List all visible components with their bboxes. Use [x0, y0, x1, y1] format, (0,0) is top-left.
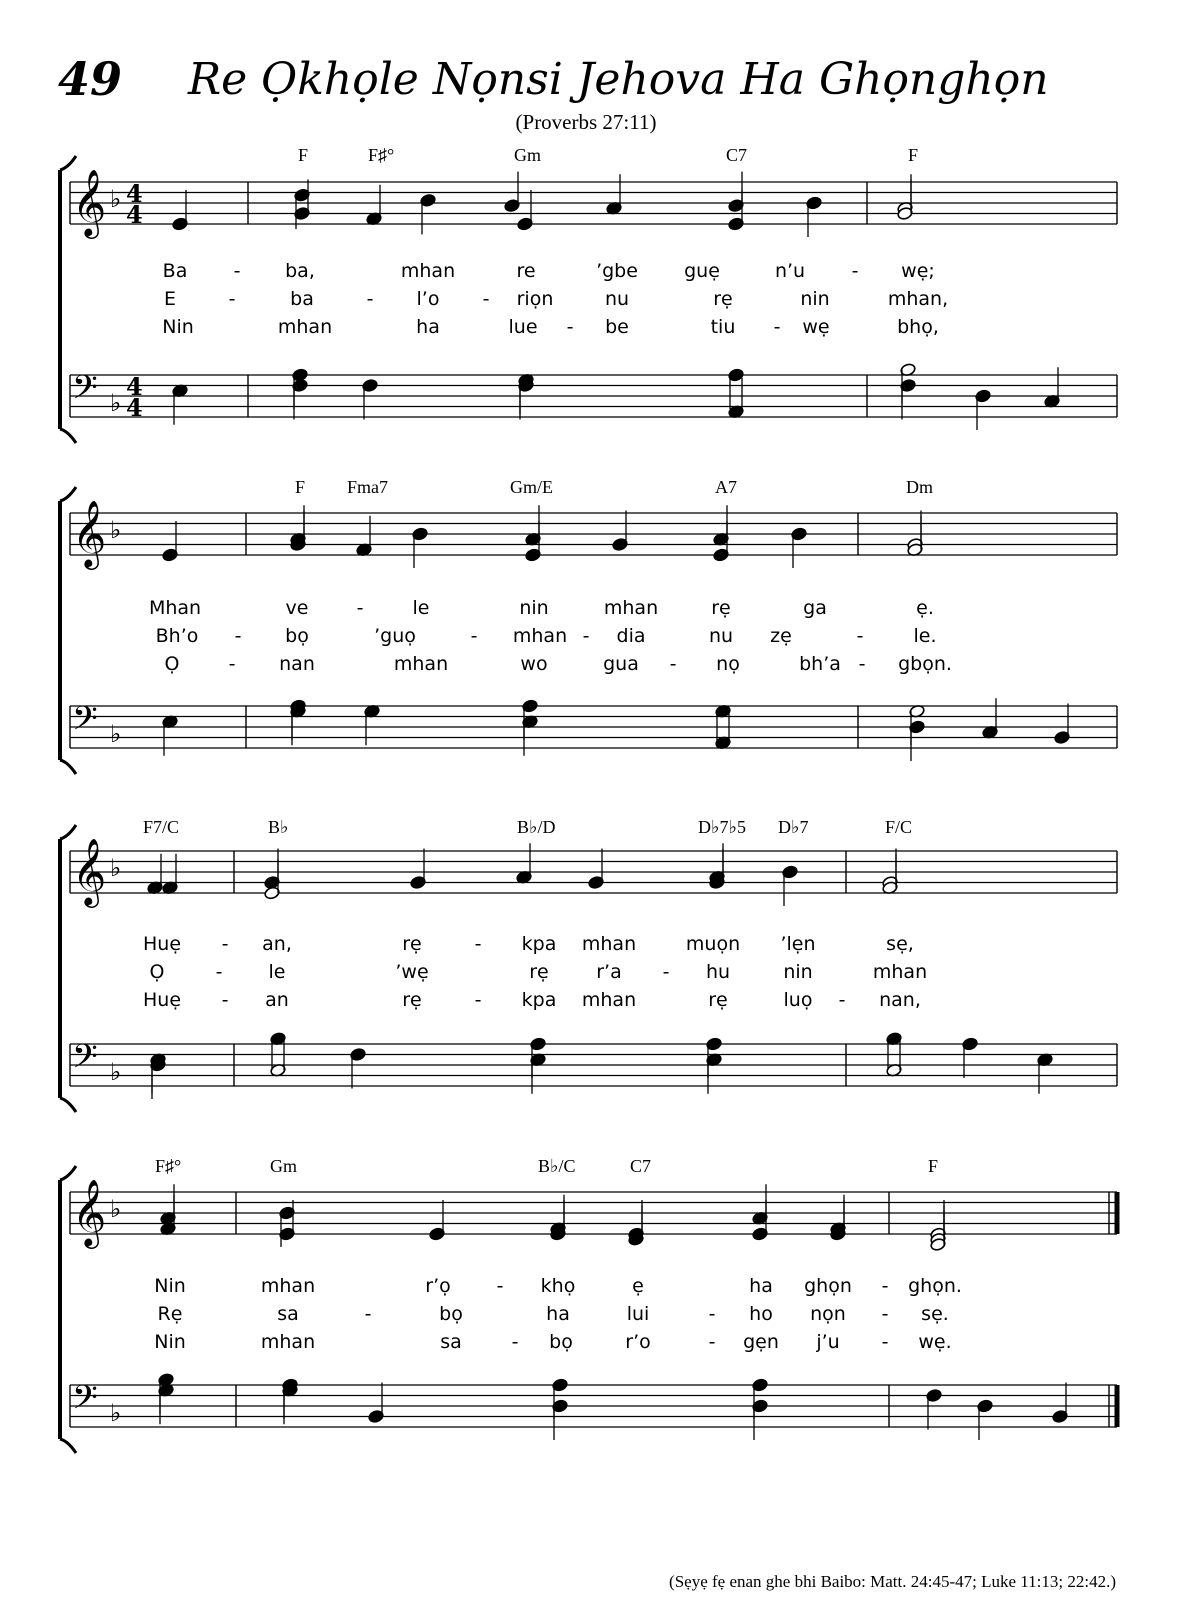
- lyric-syllable: rẹ: [402, 933, 422, 955]
- lyric-syllable: bh’a: [799, 653, 841, 675]
- lyric-syllable: rẹ: [711, 597, 731, 619]
- lyric-syllable: Ọ: [164, 653, 180, 675]
- lyric-syllable: rẹ: [713, 288, 733, 310]
- lyric-syllable: -: [838, 989, 846, 1011]
- chord-symbol: C7: [630, 1156, 652, 1176]
- lyric-syllable: le: [412, 597, 430, 619]
- lyric-syllable: -: [496, 1275, 504, 1297]
- lyric-syllable: -: [773, 316, 781, 338]
- lyric-syllable: gua: [603, 653, 639, 675]
- footer-scripture-references: (Sẹyẹ fẹ enan ghe bhi Baibo: Matt. 24:45-47; Luke 11:13; 22:42.): [669, 1572, 1116, 1591]
- lyric-syllable: rẹ: [529, 961, 549, 983]
- lyric-syllable: -: [662, 961, 670, 983]
- lyric-syllable: ’gbe: [596, 260, 638, 282]
- chord-symbol: F♯°: [368, 145, 395, 165]
- time-signature-bottom: 4: [126, 393, 143, 422]
- lyric-syllable: nin: [783, 961, 813, 983]
- lyric-syllable: j’u: [816, 1331, 840, 1353]
- lyric-syllable: ha: [416, 316, 440, 338]
- lyric-syllable: bọ: [285, 625, 309, 647]
- lyric-syllable: kpa: [521, 933, 557, 955]
- bass-clef-icon: 𝄢: [72, 369, 98, 415]
- lyric-syllable: n’u: [774, 260, 806, 282]
- treble-clef-icon: 𝄞: [72, 499, 107, 567]
- lyric-syllable: sa: [440, 1331, 462, 1353]
- lyric-syllable: -: [221, 933, 229, 955]
- lyric-syllable: ẹ.: [916, 597, 934, 619]
- chord-symbol: B♭: [268, 817, 289, 837]
- lyric-syllable: Ba: [162, 260, 188, 282]
- lyric-syllable: -: [474, 933, 482, 955]
- key-signature-flat-icon: ♭: [110, 389, 122, 417]
- lyric-syllable: zẹ: [770, 625, 792, 647]
- lyric-syllable: lue: [508, 316, 538, 338]
- lyric-syllable: ’guọ: [374, 625, 416, 647]
- lyric-syllable: -: [858, 653, 866, 675]
- lyric-syllable: le: [268, 961, 286, 983]
- lyric-syllable: ga: [803, 597, 827, 619]
- lyric-syllable: rẹ: [708, 989, 728, 1011]
- lyric-syllable: nin: [800, 288, 830, 310]
- lyric-syllable: Nin: [162, 316, 194, 338]
- treble-clef-icon: 𝄞: [72, 837, 107, 905]
- lyric-syllable: ha: [546, 1303, 570, 1325]
- lyric-syllable: Mhan: [148, 597, 202, 619]
- lyric-syllable: wẹ.: [918, 1331, 952, 1353]
- bass-clef-icon: 𝄢: [72, 1379, 98, 1425]
- chord-symbol: Fma7: [347, 477, 389, 497]
- lyric-syllable: kpa: [521, 989, 557, 1011]
- chord-symbol: F: [298, 145, 309, 165]
- time-signature-bottom: 4: [126, 200, 143, 229]
- lyric-syllable: -: [364, 1303, 372, 1325]
- time-signature-top: 4: [126, 179, 143, 208]
- lyric-syllable: riọn: [516, 288, 554, 310]
- lyric-syllable: wo: [520, 653, 548, 675]
- lyric-syllable: ba,: [285, 260, 315, 282]
- lyric-syllable: -: [881, 1331, 889, 1353]
- lyric-syllable: sẹ.: [921, 1303, 949, 1325]
- lyric-syllable: muọn: [685, 933, 741, 955]
- lyric-syllable: luọ: [783, 989, 813, 1011]
- chord-symbol: Dm: [906, 477, 933, 497]
- lyric-syllable: wẹ;: [901, 260, 935, 282]
- key-signature-flat-icon: ♭: [110, 516, 122, 544]
- lyric-syllable: ve: [285, 597, 309, 619]
- lyric-syllable: gẹn: [743, 1331, 779, 1353]
- lyric-syllable: tiu: [710, 316, 736, 338]
- lyric-syllable: khọ: [540, 1275, 576, 1297]
- lyric-syllable: -: [474, 989, 482, 1011]
- lyric-syllable: r’ọ: [425, 1275, 451, 1297]
- lyric-syllable: mhan: [260, 1331, 316, 1353]
- lyric-syllable: mhan: [393, 653, 449, 675]
- lyric-syllable: hu: [705, 961, 731, 983]
- treble-clef-icon: 𝄞: [72, 1178, 107, 1246]
- lyric-syllable: ẹ: [632, 1275, 644, 1297]
- lyric-syllable: Bh’o: [155, 625, 199, 647]
- lyric-syllable: nin: [519, 597, 549, 619]
- lyric-syllable: -: [356, 597, 364, 619]
- lyric-syllable: ba: [290, 288, 314, 310]
- lyric-syllable: mhan: [512, 625, 568, 647]
- lyric-syllable: -: [215, 961, 223, 983]
- time-signature-top: 4: [126, 372, 143, 401]
- lyric-syllable: ghọn.: [908, 1275, 962, 1297]
- hymn-number: 49: [58, 52, 123, 106]
- chord-symbol: F: [908, 145, 919, 165]
- chord-symbol: Gm/E: [510, 477, 553, 497]
- lyric-syllable: nu: [604, 288, 630, 310]
- lyric-syllable: -: [470, 625, 478, 647]
- key-signature-flat-icon: ♭: [110, 185, 122, 213]
- lyric-syllable: be: [605, 316, 629, 338]
- lyric-syllable: -: [708, 1331, 716, 1353]
- lyric-syllable: ghọn: [804, 1275, 852, 1297]
- lyric-syllable: Huẹ: [142, 933, 182, 955]
- lyric-syllable: Nin: [154, 1331, 186, 1353]
- bass-clef-icon: 𝄢: [72, 700, 98, 746]
- chord-symbol: D♭7: [778, 817, 809, 837]
- lyric-syllable: -: [511, 1331, 519, 1353]
- lyric-syllable: -: [228, 653, 236, 675]
- lyric-syllable: -: [856, 625, 864, 647]
- lyric-syllable: -: [234, 625, 242, 647]
- lyric-syllable: -: [482, 288, 490, 310]
- lyric-syllable: -: [881, 1303, 889, 1325]
- lyric-syllable: mhan: [277, 316, 333, 338]
- lyric-syllable: guẹ: [684, 260, 720, 282]
- chord-symbol: C7: [726, 145, 748, 165]
- chord-symbol: A7: [715, 477, 737, 497]
- lyric-syllable: mhan: [872, 961, 928, 983]
- hymn-title: Re Ọkhọle Nọnsi Jehova Ha Ghọnghọn: [188, 54, 1049, 105]
- lyric-syllable: le.: [913, 625, 937, 647]
- scripture-reference: (Proverbs 27:11): [515, 110, 657, 134]
- lyric-syllable: nan,: [879, 989, 921, 1011]
- lyric-syllable: r’o: [625, 1331, 651, 1353]
- lyric-syllable: sa: [277, 1303, 299, 1325]
- bracket-hook: [60, 1439, 76, 1453]
- lyric-syllable: -: [881, 1275, 889, 1297]
- key-signature-flat-icon: ♭: [110, 1399, 122, 1427]
- lyric-syllable: mhan: [400, 260, 456, 282]
- lyric-syllable: re: [516, 260, 536, 282]
- lyric-syllable: wẹ: [802, 316, 830, 338]
- lyric-syllable: nu: [708, 625, 734, 647]
- chord-symbol: B♭/C: [538, 1156, 576, 1176]
- lyric-syllable: mhan,: [887, 288, 949, 310]
- lyric-syllable: E: [163, 288, 177, 310]
- lyric-syllable: r’a: [596, 961, 622, 983]
- chord-symbol: F/C: [885, 817, 913, 837]
- lyric-syllable: -: [228, 288, 236, 310]
- lyric-syllable: ’wẹ: [395, 961, 429, 983]
- lyric-syllable: bhọ,: [897, 316, 939, 338]
- lyric-syllable: dia: [616, 625, 646, 647]
- lyric-syllable: mhan: [260, 1275, 316, 1297]
- chord-symbol: B♭/D: [517, 817, 556, 837]
- lyric-syllable: rẹ: [402, 989, 422, 1011]
- lyric-syllable: nọ: [716, 653, 740, 675]
- lyric-syllable: nan: [279, 653, 315, 675]
- lyric-syllable: -: [221, 989, 229, 1011]
- chord-symbol: F7/C: [143, 817, 180, 837]
- lyric-syllable: -: [366, 288, 374, 310]
- chord-symbol: F: [295, 477, 306, 497]
- chord-symbol: F: [928, 1156, 939, 1176]
- key-signature-flat-icon: ♭: [110, 720, 122, 748]
- chord-symbol: F♯°: [155, 1156, 182, 1176]
- key-signature-flat-icon: ♭: [110, 1058, 122, 1086]
- lyric-syllable: ho: [749, 1303, 773, 1325]
- lyric-syllable: mhan: [581, 933, 637, 955]
- lyric-syllable: -: [582, 625, 590, 647]
- lyric-syllable: bọ: [549, 1331, 573, 1353]
- key-signature-flat-icon: ♭: [110, 854, 122, 882]
- lyric-syllable: -: [851, 260, 859, 282]
- lyric-syllable: lui: [626, 1303, 650, 1325]
- lyric-syllable: Ọ: [149, 961, 165, 983]
- key-signature-flat-icon: ♭: [110, 1195, 122, 1223]
- lyric-syllable: an: [265, 989, 289, 1011]
- lyric-syllable: nọn: [810, 1303, 846, 1325]
- lyric-syllable: gbọn.: [898, 653, 952, 675]
- chord-symbol: D♭7♭5: [698, 817, 746, 837]
- treble-clef-icon: 𝄞: [72, 168, 107, 236]
- lyric-syllable: an,: [262, 933, 292, 955]
- lyric-syllable: l’o: [416, 288, 440, 310]
- lyric-syllable: ’lẹn: [780, 933, 816, 955]
- lyric-syllable: mhan: [581, 989, 637, 1011]
- lyric-syllable: -: [233, 260, 241, 282]
- chord-symbol: Gm: [270, 1156, 297, 1176]
- chord-symbol: Gm: [514, 145, 541, 165]
- lyric-syllable: sẹ,: [886, 933, 914, 955]
- lyric-syllable: -: [669, 653, 677, 675]
- lyric-syllable: ha: [749, 1275, 773, 1297]
- lyric-syllable: Rẹ: [157, 1303, 183, 1325]
- lyric-syllable: -: [708, 1303, 716, 1325]
- bass-clef-icon: 𝄢: [72, 1038, 98, 1084]
- lyric-syllable: bọ: [439, 1303, 463, 1325]
- lyric-syllable: -: [566, 316, 574, 338]
- lyric-syllable: Nin: [154, 1275, 186, 1297]
- lyric-syllable: Huẹ: [142, 989, 182, 1011]
- lyric-syllable: mhan: [603, 597, 659, 619]
